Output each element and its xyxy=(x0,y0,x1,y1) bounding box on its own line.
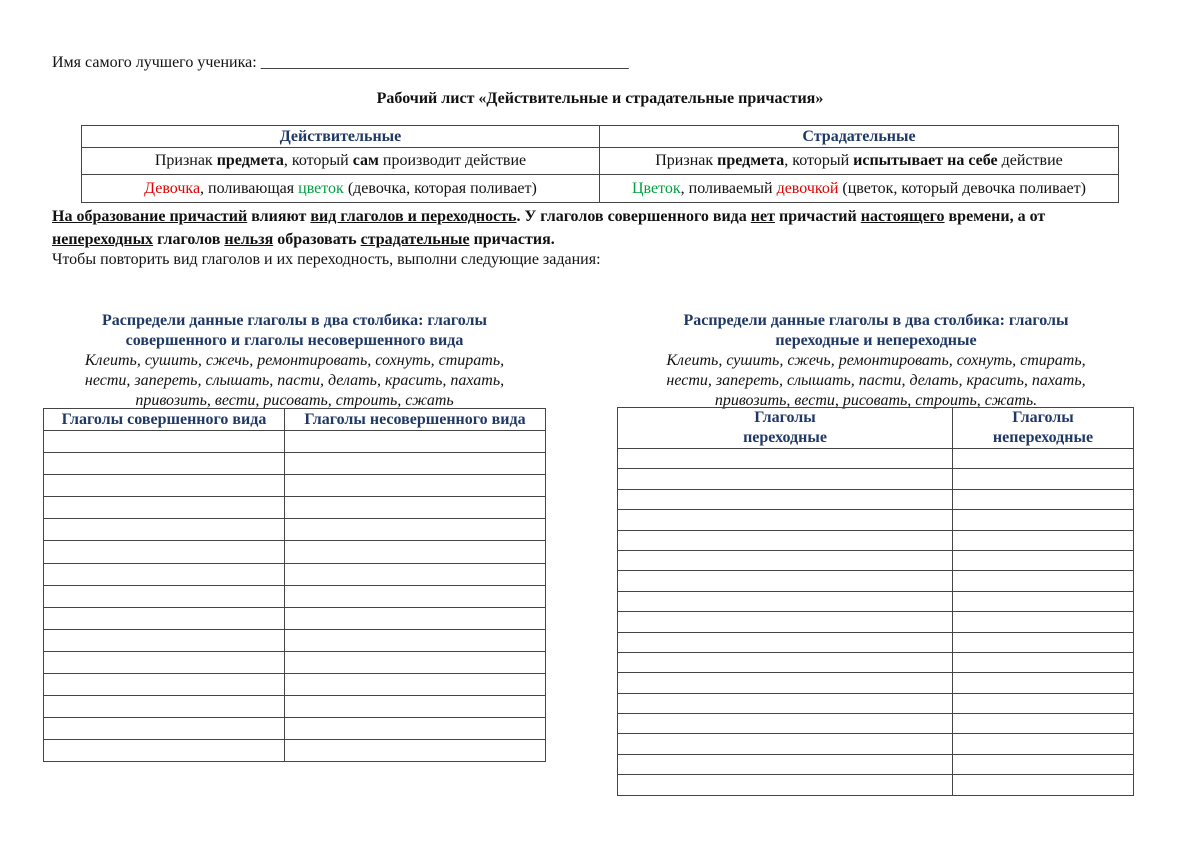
table-row xyxy=(618,612,1134,632)
answer-cell[interactable] xyxy=(285,585,546,607)
answer-cell[interactable] xyxy=(953,469,1134,489)
name-line xyxy=(52,54,629,72)
answer-cell[interactable] xyxy=(285,674,546,696)
answer-cell[interactable] xyxy=(285,453,546,475)
answer-cell[interactable] xyxy=(618,489,953,509)
answer-cell[interactable] xyxy=(44,453,285,475)
active-header: Действительные xyxy=(82,126,600,148)
table-row xyxy=(618,714,1134,734)
task2-table xyxy=(617,407,1134,796)
answer-cell[interactable] xyxy=(618,693,953,713)
answer-cell[interactable] xyxy=(44,541,285,563)
answer-cell[interactable] xyxy=(44,651,285,673)
table-row xyxy=(618,591,1134,611)
table-row xyxy=(618,734,1134,754)
answer-cell[interactable] xyxy=(953,530,1134,550)
answer-cell[interactable] xyxy=(618,530,953,550)
answer-cell[interactable] xyxy=(953,612,1134,632)
table-row xyxy=(618,693,1134,713)
table-row xyxy=(618,754,1134,774)
task1-prompt: Распредели данные глаголы в два столбика: глаголы совершенного и глаголы несовершенного вида Клеить, сушить, сжечь, ремонтировать, сохнуть, стирать, нести, запереть, слышать, пасти, делать, красить, пахать, привозить, вести, рисовать, строить, сжать xyxy=(84,312,505,409)
table-row xyxy=(618,489,1134,509)
col-imperfective: Глаголы несовершенного вида xyxy=(285,409,546,431)
answer-cell[interactable] xyxy=(618,449,953,469)
table-row xyxy=(618,510,1134,530)
answer-cell[interactable] xyxy=(285,541,546,563)
active-definition: Признак предмета, который сам производит действие xyxy=(82,148,600,175)
answer-cell[interactable] xyxy=(953,632,1134,652)
table-row xyxy=(618,652,1134,672)
table-row xyxy=(44,585,546,607)
passive-definition: Признак предмета, который испытывает на себе действие xyxy=(600,148,1119,175)
col-intransitive: Глаголы непереходные xyxy=(953,408,1134,449)
summary-table xyxy=(81,125,1119,203)
answer-cell[interactable] xyxy=(953,734,1134,754)
answer-cell[interactable] xyxy=(285,431,546,453)
table-row xyxy=(618,530,1134,550)
active-example: Девочка, поливающая цветок (девочка, которая поливает) xyxy=(82,175,600,203)
answer-cell[interactable] xyxy=(953,489,1134,509)
answer-cell[interactable] xyxy=(618,652,953,672)
answer-cell[interactable] xyxy=(44,629,285,651)
table-row xyxy=(618,449,1134,469)
answer-cell[interactable] xyxy=(285,497,546,519)
answer-cell[interactable] xyxy=(285,563,546,585)
answer-cell[interactable] xyxy=(618,469,953,489)
table-row xyxy=(44,497,546,519)
answer-cell[interactable] xyxy=(618,612,953,632)
answer-cell[interactable] xyxy=(44,740,285,762)
table-row xyxy=(44,607,546,629)
table-row xyxy=(618,632,1134,652)
table-row xyxy=(44,541,546,563)
rule-text: На образование причастий влияют вид глаголов и переходность. У глаголов совершенного вида нет причастий настоящего времени, а от непереходных глаголов нельзя образовать страдательные причастия. xyxy=(52,208,1046,248)
answer-cell[interactable] xyxy=(953,775,1134,795)
table-row xyxy=(44,674,546,696)
col-transitive: Глаголы переходные xyxy=(618,408,953,449)
answer-cell[interactable] xyxy=(953,693,1134,713)
table-row xyxy=(618,673,1134,693)
instruction: Чтобы повторить вид глаголов и их переходность, выполни следующие задания: xyxy=(52,251,601,268)
table-row xyxy=(44,718,546,740)
table-row xyxy=(44,651,546,673)
answer-cell[interactable] xyxy=(285,607,546,629)
answer-cell[interactable] xyxy=(44,607,285,629)
answer-cell[interactable] xyxy=(285,740,546,762)
answer-cell[interactable] xyxy=(618,571,953,591)
answer-cell[interactable] xyxy=(953,652,1134,672)
table-row xyxy=(618,571,1134,591)
answer-cell[interactable] xyxy=(44,718,285,740)
answer-cell[interactable] xyxy=(953,754,1134,774)
table-row xyxy=(618,550,1134,570)
answer-cell[interactable] xyxy=(953,714,1134,734)
answer-cell[interactable] xyxy=(44,475,285,497)
answer-cell[interactable] xyxy=(618,734,953,754)
answer-cell[interactable] xyxy=(285,475,546,497)
answer-cell[interactable] xyxy=(618,754,953,774)
table-row xyxy=(44,740,546,762)
answer-cell[interactable] xyxy=(618,673,953,693)
table-row xyxy=(44,629,546,651)
answer-cell[interactable] xyxy=(618,591,953,611)
table-row xyxy=(44,563,546,585)
answer-cell[interactable] xyxy=(44,497,285,519)
passive-header: Страдательные xyxy=(600,126,1119,148)
table-row xyxy=(44,431,546,453)
answer-cell[interactable] xyxy=(953,591,1134,611)
answer-cell[interactable] xyxy=(953,449,1134,469)
answer-cell[interactable] xyxy=(44,674,285,696)
task1-table xyxy=(43,408,546,762)
answer-cell[interactable] xyxy=(953,571,1134,591)
col-perfective: Глаголы совершенного вида xyxy=(44,409,285,431)
answer-cell[interactable] xyxy=(618,714,953,734)
answer-cell[interactable] xyxy=(44,585,285,607)
table-row xyxy=(44,453,546,475)
answer-cell[interactable] xyxy=(953,673,1134,693)
table-row xyxy=(44,519,546,541)
answer-cell[interactable] xyxy=(618,550,953,570)
name-label: Имя самого лучшего ученика: xyxy=(52,54,257,71)
answer-cell[interactable] xyxy=(285,519,546,541)
answer-cell[interactable] xyxy=(618,632,953,652)
answer-cell[interactable] xyxy=(285,718,546,740)
answer-cell[interactable] xyxy=(953,550,1134,570)
name-blank[interactable]: ______________________________________________ xyxy=(260,54,629,71)
answer-cell[interactable] xyxy=(953,510,1134,530)
passive-example: Цветок, поливаемый девочкой (цветок, который девочка поливает) xyxy=(600,175,1119,203)
table-row xyxy=(44,475,546,497)
table-row xyxy=(44,696,546,718)
table-row xyxy=(618,775,1134,795)
table-row xyxy=(618,469,1134,489)
answer-cell[interactable] xyxy=(285,696,546,718)
answer-cell[interactable] xyxy=(285,629,546,651)
answer-cell[interactable] xyxy=(618,775,953,795)
page-title: Рабочий лист «Действительные и страдательные причастия» xyxy=(376,90,824,107)
answer-cell[interactable] xyxy=(618,510,953,530)
answer-cell[interactable] xyxy=(285,651,546,673)
answer-cell[interactable] xyxy=(44,696,285,718)
task2-prompt: Распредели данные глаголы в два столбика: глаголы переходные и непереходные Клеить, сушить, сжечь, ремонтировать, сохнуть, стирать, нести, запереть, слышать, пасти, делать, красить, пахать, привозить, вести, рисовать, строить, сжать. xyxy=(666,312,1086,409)
answer-cell[interactable] xyxy=(44,431,285,453)
answer-cell[interactable] xyxy=(44,519,285,541)
answer-cell[interactable] xyxy=(44,563,285,585)
